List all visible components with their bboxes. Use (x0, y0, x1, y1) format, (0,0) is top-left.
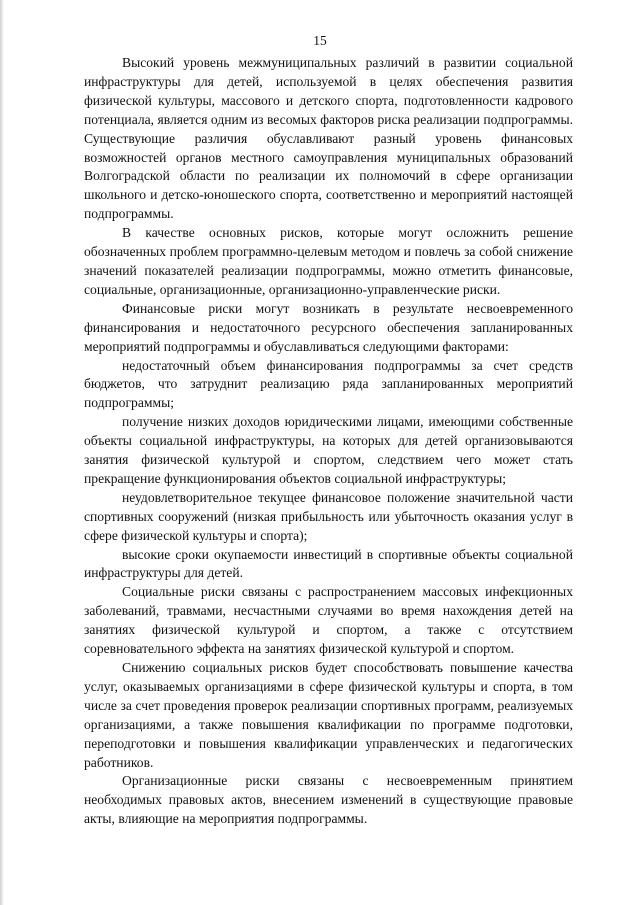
list-paragraph: недостаточный объем финансирования подпрограммы за счет средств бюджетов, что затруднит реализацию ряда запланированных мероприятий подпрограммы; (84, 357, 573, 411)
paragraph: В качестве основных рисков, которые могут осложнить решение обозначенных проблем программно-целевым методом и повлечь за собой снижение значений показателей реализации подпрограммы, можно отметить финансовые, социальные, организационные, организационно-управленческие риски. (84, 225, 573, 297)
page-number: 15 (313, 33, 327, 48)
paragraph: Финансовые риски могут возникать в результате несвоевременного финансирования и недостаточного ресурсного обеспечения запланированных мероприятий подпрограммы и обуславливаться следующими факторами: (84, 300, 573, 354)
paragraph: Организационные риски связаны с несвоевременным принятием необходимых правовых актов, внесением изменений в существующие правовые акты, влияющие на мероприятия подпрограммы. (84, 773, 573, 827)
list-paragraph: получение низких доходов юридическими лицами, имеющими собственные объекты социальной инфраструктуры, на которых для детей организовываются занятия физической культурой и спортом, следствием чего может стать прекращение функционирования объектов социальной инфраструктуры; (84, 414, 573, 486)
paragraph: Социальные риски связаны с распространением массовых инфекционных заболеваний, травмами, несчастными случаями во время нахождения детей на занятиях физической культурой и спортом, а также с отсутствием соревновательного эффекта на занятиях физической культурой и спортом. (84, 584, 573, 657)
body-text (84, 54, 573, 829)
paragraph: Снижению социальных рисков будет способствовать повышение качества услуг, оказываемых организациями в сфере физической культуры и спорта, в том числе за счет проведения проверок реализации спортивных программ, реализуемых организациями, а также повышения квалификации по программе подготовки, переподготовки и повышения квалификации управленческих и педагогических работников. (84, 660, 573, 770)
paragraph: Высокий уровень межмуниципальных различий в развитии социальной инфраструктуры для детей, используемой в целях обеспечения развития физической культуры, массового и детского спорта, подготовленности кадрового потенциала, является одним из весомых факторов риска реализации подпрограммы. Существующие различия обуславливают разный уровень финансовых возможностей органов местного самоуправления муниципальных образований Волгоградской области по реализации их полномочий в сфере организации школьного и детско-юношеского спорта, соответственно и мероприятий настоящей подпрограммы. (84, 55, 573, 222)
list-paragraph: высокие сроки окупаемости инвестиций в спортивные объекты социальной инфраструктуры для детей. (84, 546, 573, 581)
scan-edge-shadow (0, 0, 4, 905)
list-paragraph: неудовлетворительное текущее финансовое положение значительной части спортивных сооружений (низкая прибыльность или убыточность оказания услуг в сфере физической культуры и спорта); (84, 489, 573, 543)
